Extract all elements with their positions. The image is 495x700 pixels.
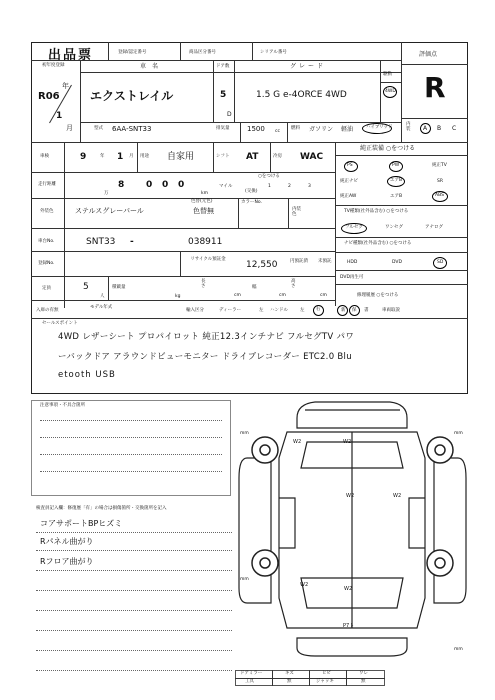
height-unit: cm [320, 293, 327, 298]
shaken-label: 車検 [40, 154, 49, 159]
equip-abs: ABS [435, 193, 444, 198]
import-label: 入庫の有無 [36, 308, 59, 313]
mileage-km-unit: km [201, 191, 208, 196]
mileage-digit-4: 0 [178, 180, 185, 190]
nav-hdd: HDD [347, 260, 358, 265]
doors-value: 5 [220, 90, 227, 100]
type-label: 型式 [94, 126, 103, 131]
doors-label: ドア数 [216, 64, 230, 69]
footer-v-none-1: 無 [287, 679, 292, 684]
mileage-man-unit: 万 [104, 191, 109, 196]
use-label: 用途 [140, 154, 149, 159]
history-record: 書 [364, 308, 369, 313]
color-change-value: 色替無 [193, 207, 214, 215]
recycle-label: リサイクル預託金 [190, 257, 226, 262]
equip-airbag-2: エアB [390, 194, 403, 199]
nav-dvd: DVD [392, 260, 402, 265]
footer-h-crack: ヒビ [322, 671, 331, 676]
interior-grade-b: B [437, 125, 442, 132]
model-year-label: モデル年式 [90, 305, 113, 310]
footer-v-none-2: 無 [361, 679, 366, 684]
nav-label: ナビ種類(社外品含む) ○をつける [344, 241, 412, 246]
sales-points-label: セールスポイント [42, 321, 78, 326]
color-change-label: 色替(元色) [191, 199, 213, 204]
interior-grade-c: C [452, 125, 457, 132]
model-name: エクストレイル [90, 89, 174, 103]
year-unit: 年 [62, 82, 69, 90]
capacity-value: 5 [83, 282, 89, 292]
shaken-year-unit: 年 [100, 154, 105, 159]
serial-number-label: シリアル番号 [260, 50, 287, 55]
recycle-not-deposited: 未預託 [318, 259, 332, 264]
handle-left: 左 [300, 308, 305, 313]
footer-h-scratch: キズ [285, 671, 294, 676]
footer-v-jack: ジャッキ [316, 679, 334, 684]
equip-airbag: エアB [390, 178, 403, 183]
mileage-digit-2: 0 [146, 180, 153, 190]
import-type-label: 輸入区分 [186, 308, 204, 313]
exterior-color-value: ステルスグレーパール [75, 207, 144, 215]
ac-value: WAC [300, 152, 324, 162]
capacity-label: 定員 [42, 286, 51, 291]
equip-oem-nav: 純正ナビ [340, 179, 358, 184]
displacement-unit: cc [275, 129, 280, 134]
sales-line-2: ーバックドア アラウンドビューモニター ドライブレコーダー ETC2.0 Blu [58, 352, 352, 362]
color-no-label: カラーNo. [241, 200, 262, 205]
handle-left-option: 左 [259, 308, 264, 313]
equip-oem-tv: 純正TV [432, 163, 447, 168]
month-unit: 月 [66, 124, 73, 132]
mark-w2-6: W2 [344, 586, 353, 592]
chassis-sep: - [130, 237, 134, 247]
history-new-circle [337, 305, 348, 316]
type-code: 6AA-SNT33 [112, 125, 152, 133]
mm-label-1: mm [240, 431, 249, 436]
length-label: 長さ [201, 279, 206, 289]
rear-label: P7ト [343, 623, 355, 629]
mileage-digit-1: 8 [118, 180, 125, 190]
length-unit: cm [234, 293, 241, 298]
score-label: 評価点 [419, 51, 438, 58]
fuel-diesel: 軽油 [341, 126, 354, 133]
note-entry-1: コアサポートBPヒズミ [40, 519, 123, 528]
width-unit: cm [279, 293, 286, 298]
tv-fullseg: フルセグ [345, 225, 363, 230]
recycle-deposited: 円預託済 [290, 259, 308, 264]
interior-label: 内装 [406, 122, 411, 132]
history-label: 修理履歴 ○をつける [357, 293, 399, 298]
chassis-model: SNT33 [86, 237, 116, 247]
shift-label: シフト [216, 154, 230, 159]
door-unit: D [227, 111, 232, 118]
width-label: 幅 [252, 285, 257, 290]
height-label: 高さ [291, 279, 296, 289]
reg-number-label: 登録/認定番号 [118, 50, 147, 55]
fuel-label: 燃料 [291, 126, 300, 131]
mm-label-3: mm [240, 577, 249, 582]
first-reg-label: 初年度登録 [42, 63, 65, 68]
inspector-label: 検査員記入欄：修復歴「有」の場合は損傷箇所・交換箇所を記入 [36, 506, 167, 511]
ac-label: 冷房 [273, 154, 282, 159]
vehicle-damage-diagram [235, 398, 470, 660]
use-value: 自家用 [167, 152, 195, 162]
nav-sd: SD [437, 260, 444, 265]
first-reg-month: 1 [56, 111, 63, 121]
meter-swap-label: (交換) [245, 189, 258, 194]
model-name-label: 車名 [140, 63, 165, 70]
load-label: 積載量 [112, 285, 126, 290]
meter-swap-3: 3 [308, 184, 311, 189]
mark-w2-4: W2 [393, 493, 402, 499]
mile-label: マイル [219, 184, 233, 189]
footer-h-break: ワレ [359, 671, 368, 676]
shift-value: AT [246, 152, 259, 162]
tv-oneseg: ワンセグ [385, 225, 403, 230]
reg-no-label: 登録No. [38, 261, 55, 266]
shaken-year: 9 [80, 152, 87, 162]
displacement-label: 排気量 [216, 126, 230, 131]
capacity-unit: 人 [100, 294, 105, 299]
first-reg-year: R06 [38, 91, 60, 102]
equip-ps: PS [347, 163, 353, 168]
notes-box [31, 400, 231, 496]
load-unit: kg [175, 294, 181, 299]
product-code-label: 商品区分番号 [189, 50, 216, 55]
form-title: 出品票 [48, 48, 94, 63]
footer-h-mirror: ドアミラー [240, 671, 263, 676]
equip-pw: PW [392, 163, 400, 168]
chassis-label: 車台No. [38, 239, 55, 244]
recycle-amount: 12,550 [246, 260, 278, 270]
history-warranty: 保 [352, 308, 357, 313]
history-new: 新 [341, 308, 346, 313]
interior-grade-a: A [423, 125, 428, 132]
sales-line-3: etooth USB [58, 370, 116, 380]
chassis-number: 038911 [188, 237, 223, 247]
meter-swap-2: 2 [288, 184, 291, 189]
fuel-hybrid: ハイブリッド [366, 125, 393, 130]
mileage-digit-3: 0 [162, 180, 169, 190]
footer-v-tools: 工具 [245, 679, 254, 684]
note-entry-3: Rフロア曲がり [40, 557, 94, 566]
handle-right: 右 [316, 307, 321, 312]
mileage-label: 走行距離 [38, 182, 56, 187]
drive-label: 駆動 [383, 72, 392, 77]
circle-note: ○をつける [258, 174, 280, 179]
shaken-month: 1 [117, 152, 124, 162]
mm-label-2: mm [454, 431, 463, 436]
grade-value: 1.5 G e-4ORCE 4WD [256, 90, 347, 100]
meter-swap-1: 1 [268, 184, 271, 189]
equip-oem-aw: 純正AW [340, 194, 357, 199]
mark-w2-1: W2 [293, 439, 302, 445]
import-type-dealer: ディーラー [219, 308, 242, 313]
tv-label: TV種類(社外品含む) ○をつける [344, 209, 409, 214]
tv-analog: アナログ [425, 225, 443, 230]
displacement-value: 1500 [247, 125, 265, 133]
oem-label: 純正装備 ○をつける [360, 145, 416, 152]
fuel-gasoline: ガソリン [309, 126, 334, 133]
mm-label-4: mm [454, 647, 463, 652]
notes-label: 注意事項・不具合箇所 [40, 403, 85, 408]
mark-w2-3: W2 [346, 493, 355, 499]
note-entry-2: Rパネル曲がり [40, 537, 94, 546]
drive-4wd: 4WD [385, 89, 396, 94]
handle-label: ハンドル [270, 308, 288, 313]
sales-line-1: 4WD レザーシート プロパイロット 純正12.3インチナビ フルセグTV パワ [58, 332, 355, 342]
grade-label: グレード [290, 63, 327, 70]
mark-w2-5: W2 [300, 582, 309, 588]
exterior-color-label: 外装色 [40, 209, 54, 214]
interior-color-label: 内装色 [292, 207, 301, 217]
history-manual: 車両取説 [382, 308, 400, 313]
equip-sr: SR [437, 179, 443, 184]
shaken-month-unit: 月 [129, 154, 134, 159]
mark-w2-2: W2 [343, 439, 352, 445]
dvd-playback: DVD再生可 [340, 275, 364, 280]
score-value: R [424, 71, 446, 104]
